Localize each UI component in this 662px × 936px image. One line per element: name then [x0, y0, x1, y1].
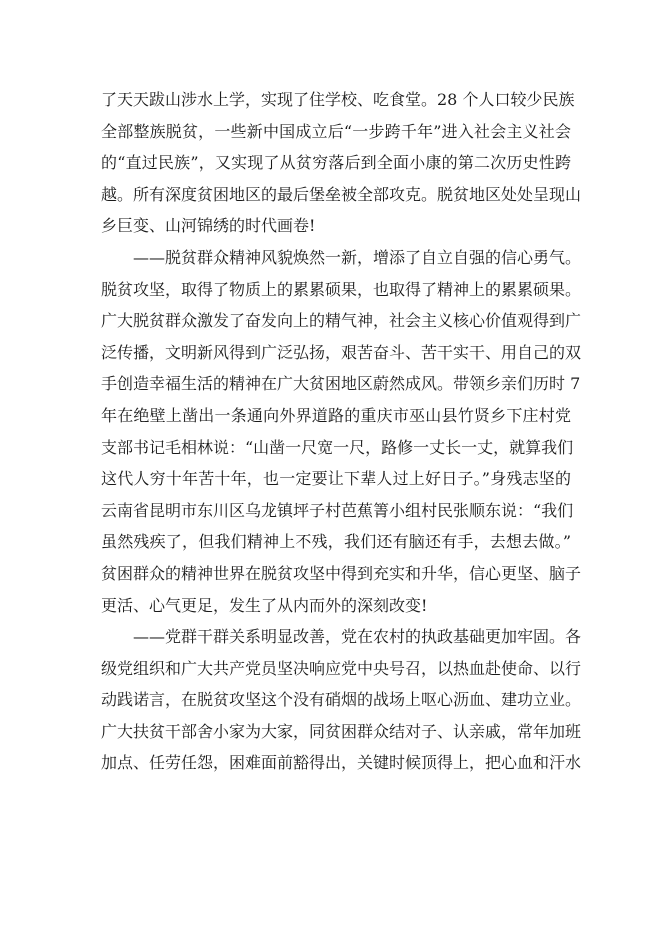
text-line: ——脱贫群众精神风貌焕然一新，增添了自立自强的信心勇气。	[101, 247, 582, 267]
text-line: 广大脱贫群众激发了奋发向上的精气神，社会主义核心价值观得到广	[101, 311, 582, 331]
text-line: 越。所有深度贫困地区的最后堡垒被全部攻克。脱贫地区处处呈现山	[101, 184, 582, 204]
text-line: 的“直过民族”，又实现了从贫穷落后到全面小康的第二次历史性跨	[101, 153, 571, 173]
text-line: 全部整族脱贫，一些新中国成立后“一步跨千年”进入社会主义社会	[101, 121, 571, 141]
text-line: 加点、任劳任怨，困难面前豁得出，关键时候顶得上，把心血和汗水	[101, 753, 582, 773]
text-line: 更活、心气更足，发生了从内而外的深刻改变!	[101, 595, 428, 615]
text-line: 动践诺言，在脱贫攻坚这个没有硝烟的战场上呕心沥血、建功立业。	[101, 690, 582, 710]
text-line: ——党群干群关系明显改善，党在农村的执政基础更加牢固。各	[101, 627, 582, 647]
text-line: 级党组织和广大共产党员坚决响应党中央号召，以热血赴使命、以行	[101, 658, 582, 678]
text-line: 了天天跋山涉水上学，实现了住学校、吃食堂。28 个人口较少民族	[101, 90, 575, 109]
text-line: 贫困群众的精神世界在脱贫攻坚中得到充实和升华，信心更坚、脑子	[101, 563, 582, 583]
text-line: 乡巨变、山河锦绣的时代画卷!	[101, 216, 316, 236]
text-line: 云南省昆明市东川区乌龙镇坪子村芭蕉箐小组村民张顺东说：“我们	[101, 500, 574, 520]
text-line: 脱贫攻坚，取得了物质上的累累硕果，也取得了精神上的累累硕果。	[101, 279, 582, 299]
text-line: 广大扶贫干部舍小家为大家，同贫困群众结对子、认亲戚，常年加班	[101, 721, 582, 741]
text-line: 年在绝壁上凿出一条通向外界道路的重庆市巫山县竹贤乡下庄村党	[101, 405, 571, 425]
text-line: 虽然残疾了，但我们精神上不残，我们还有脑还有手，去想去做。”	[101, 532, 571, 552]
text-line: 这代人穷十年苦十年，也一定要让下辈人过上好日子。”身残志坚的	[101, 469, 571, 489]
text-line: 支部书记毛相林说：“山凿一尺宽一尺，路修一丈长一丈，就算我们	[101, 437, 574, 457]
text-line: 手创造幸福生活的精神在广大贫困地区蔚然成风。带领乡亲们历时 7	[101, 374, 581, 394]
text-line: 泛传播，文明新风得到广泛弘扬，艰苦奋斗、苦干实干、用自己的双	[101, 342, 582, 362]
body-text	[101, 84, 582, 779]
